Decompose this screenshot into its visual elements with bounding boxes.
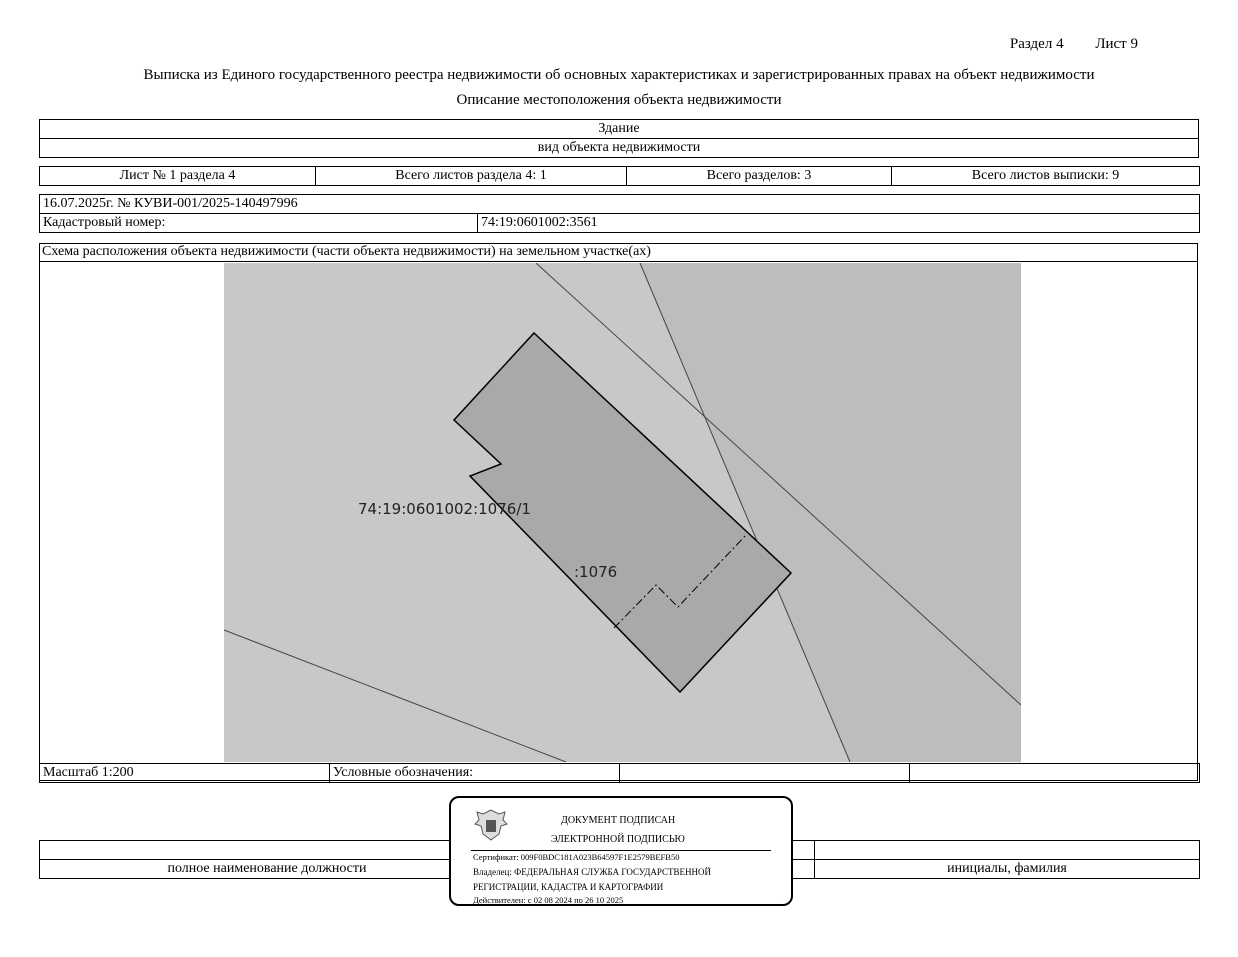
section-number: Раздел 4 — [1009, 36, 1064, 52]
stamp-line-1: ДОКУМЕНТ ПОДПИСАН — [561, 815, 676, 826]
total-section-sheets: Всего листов раздела 4: 1 — [316, 167, 627, 186]
cadastral-label: Кадастровый номер: — [40, 214, 478, 233]
map-scale: Масштаб 1:200 — [40, 764, 330, 783]
object-type-table — [39, 119, 1199, 158]
location-scheme — [224, 263, 1021, 762]
legend-cell-empty-2 — [910, 764, 1200, 783]
page-header-right — [982, 36, 1138, 53]
signature-name-blank — [815, 841, 1200, 860]
sheet-number: Лист 9 — [1095, 36, 1138, 52]
map-caption: Схема расположения объекта недвижимости (части объекта недвижимости) на земельном участке(ах) — [42, 244, 651, 259]
map-caption-divider — [39, 261, 1198, 262]
stamp-valid: Действителен: с 02 08 2024 по 26 10 2025 — [473, 895, 624, 905]
building-label: :1076 — [574, 563, 618, 581]
legend-cell-empty-1 — [620, 764, 910, 783]
stamp-line-2: ЭЛЕКТРОННОЙ ПОДПИСЬЮ — [551, 834, 685, 845]
stamp-certificate: Сертификат: 009F0BDC181A023B64597F1E2579BEFB50 — [473, 852, 680, 862]
sheets-table — [39, 166, 1200, 186]
parcel-label: 74:19:0601002:1076/1 — [358, 500, 531, 518]
stamp-owner-1: Владелец: ФЕДЕРАЛЬНАЯ СЛУЖБА ГОСУДАРСТВЕННОЙ — [473, 867, 712, 877]
sheet-of-section: Лист № 1 раздела 4 — [40, 167, 316, 186]
stamp-owner-2: РЕГИСТРАЦИИ, КАДАСТРА И КАРТОГРАФИИ — [473, 882, 664, 892]
signature-position-blank — [40, 841, 495, 860]
total-sections: Всего разделов: 3 — [627, 167, 892, 186]
object-type-value: Здание — [40, 120, 1199, 139]
object-type-label: вид объекта недвижимости — [40, 139, 1199, 158]
document-subtitle: Описание местоположения объекта недвижимости — [456, 92, 782, 108]
date-number: 16.07.2025г. № КУВИ-001/2025-140497996 — [40, 195, 1200, 214]
doc-info-table — [39, 194, 1200, 233]
name-label: инициалы, фамилия — [815, 860, 1200, 879]
electronic-signature-stamp — [449, 796, 793, 906]
position-label: полное наименование должности — [40, 860, 495, 879]
total-extract-sheets: Всего листов выписки: 9 — [892, 167, 1200, 186]
document-title: Выписка из Единого государственного реестра недвижимости об основных характеристиках и зарегистрированных правах на объект недвижимости — [143, 67, 1095, 83]
eagle-emblem-icon — [471, 804, 511, 844]
cadastral-value: 74:19:0601002:3561 — [478, 214, 1200, 233]
legend-label: Условные обозначения: — [330, 764, 620, 783]
legend-table — [39, 763, 1200, 783]
